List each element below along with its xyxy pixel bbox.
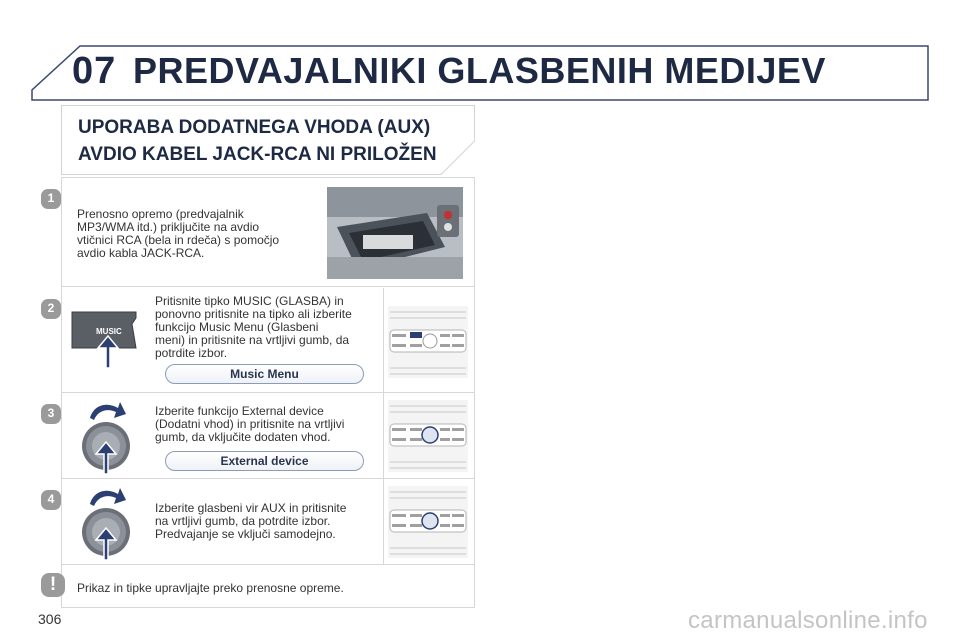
step-3-badge (40, 403, 62, 425)
step-1-text: Prenosno opremo (predvajalnik MP3/WMA itd.) priključite na avdio vtičnici RCA (bela in rdeča) s pomočjo avdio kabla JACK-RCA. (77, 207, 280, 260)
step-2-badge (40, 298, 62, 320)
step-3-text: Izberite funkcijo External device (Dodatni vhod) in pritisnite na vrtljivi gumb, da vključite dodaten vhod. (155, 404, 345, 444)
rotary-knob-step-3 (78, 396, 138, 476)
step-1-badge (40, 188, 62, 210)
exclamation-icon (40, 572, 66, 598)
curved-arrow-icon (90, 402, 126, 420)
step-2-number: 2 (47, 301, 55, 315)
music-menu-pill: Music Menu (165, 364, 364, 384)
step-4-badge (40, 489, 62, 511)
radio-panel-image-4 (388, 486, 468, 558)
radio-panel-image-3 (388, 400, 468, 472)
note-text: Prikaz in tipke upravljajte preko prenosne opreme. (77, 581, 344, 595)
section-title-line-1: UPORABA DODATNEGA VHODA (AUX) (78, 117, 431, 138)
chapter-title: PREDVAJALNIKI GLASBENIH MEDIJEV (133, 50, 826, 91)
page-header (0, 0, 960, 110)
section-title-line-2: AVDIO KABEL JACK-RCA NI PRILOŽEN (78, 144, 437, 165)
glovebox-photo (327, 187, 463, 279)
step-1-number: 1 (47, 191, 55, 205)
music-button-icon (70, 310, 140, 370)
step-3-number: 3 (47, 406, 55, 420)
music-button-label: MUSIC (96, 327, 122, 336)
note-symbol: ! (49, 574, 57, 595)
radio-panel-image-2 (388, 306, 468, 378)
note-row (61, 565, 475, 608)
external-device-pill: External device (165, 451, 364, 471)
curved-arrow-icon (90, 488, 126, 506)
step-4-number: 4 (47, 492, 55, 506)
watermark: carmanualsonline.info (688, 607, 928, 634)
step-4-text: Izberite glasbeni vir AUX in pritisnite na vrtljivi gumb, da potrdite izbor. Predvajanje se vključi samodejno. (155, 501, 347, 541)
page-number: 306 (38, 611, 62, 627)
chapter-number: 07 (72, 50, 117, 92)
step-2-text: Pritisnite tipko MUSIC (GLASBA) in ponovno pritisnite na tipko ali izberite funkcijo Music Menu (Glasbeni meni) in pritisnite na vrtljivi gumb, da potrdite izbor. (155, 294, 352, 360)
rotary-knob-step-4 (78, 482, 138, 562)
image-column-divider (383, 288, 384, 564)
